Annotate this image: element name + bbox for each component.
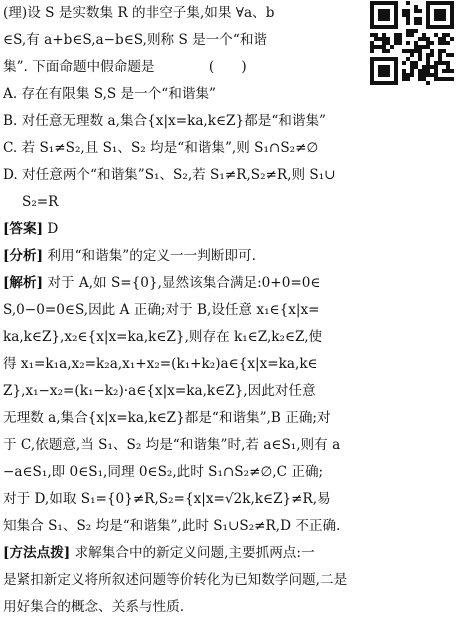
option-d-continuation: S₂=R xyxy=(22,194,59,210)
option-d: D. 对任意两个“和谐集”S₁、S₂,若 S₁≠R,S₂≠R,则 S₁∪ xyxy=(3,167,336,183)
method-line: 用好集合的概念、关系与性质. xyxy=(3,599,185,615)
option-c: C. 若 S₁≠S₂,且 S₁、S₂ 均是“和谐集”,则 S₁∩S₂≠∅ xyxy=(3,140,319,156)
method-label: [方法点拨] xyxy=(3,545,71,561)
solution-line: −a∈S₁,即 0∈S₁,同理 0∈S₂,此时 S₁∩S₂≠∅,C 正确; xyxy=(3,464,324,480)
method-line-1 xyxy=(3,540,315,567)
question-line-2: ∈S,有 a+b∈S,a−b∈S,则称 S 是一个“和谐 xyxy=(3,32,268,48)
answer-label: [答案] xyxy=(3,221,44,237)
method-first-text: 求解集合中的新定义问题,主要抓两点:一 xyxy=(74,545,315,561)
answer-value: D xyxy=(47,221,59,237)
solution-line: 于 C,依题意,当 S₁、S₂ 均是“和谐集”时,若 a∈S₁,则有 a xyxy=(3,437,341,453)
solution-line: 知集合 S₁、S₂ 均是“和谐集”,此时 S₁∪S₂≠R,D 不正确. xyxy=(3,518,341,534)
solution-line: 对于 D,如取 S₁={0}≠R,S₂={x|x=√2k,k∈Z}≠R,易 xyxy=(3,491,331,507)
analysis-label: [分析] xyxy=(3,248,44,264)
analysis-text: 利用“和谐集”的定义一一判断即可. xyxy=(47,248,256,264)
solution-line: 无理数 a,集合{x|x=ka,k∈Z}都是“和谐集”,B 正确;对 xyxy=(3,410,331,426)
qr-module xyxy=(450,81,454,85)
solution-line-1 xyxy=(3,270,320,297)
option-b: B. 对任意无理数 a,集合{x|x=ka,k∈Z}都是“和谐集” xyxy=(3,113,327,129)
question-line-1: (理)设 S 是实数集 R 的非空子集,如果 ∀a、b xyxy=(3,5,275,21)
solution-line: S,0−0=0∈S,因此 A 正确;对于 B,设任意 x₁∈{x|x= xyxy=(3,302,320,318)
solution-line: ka,k∈Z},x₂∈{x|x=ka,k∈Z},则存在 k₁∈Z,k₂∈Z,使 xyxy=(3,329,323,345)
method-line: 是紧扣新定义将所叙述问题等价转化为已知数学问题,二是 xyxy=(3,572,348,588)
question-line-3: 集”. 下面命题中假命题是 ( ) xyxy=(3,59,247,75)
solution-label: [解析] xyxy=(3,275,44,291)
option-a: A. 存在有限集 S,S 是一个“和谐集” xyxy=(3,86,216,102)
solution-line: Z},x₁−x₂=(k₁−k₂)·a∈{x|x=ka,k∈Z},因此对任意 xyxy=(3,383,316,399)
qr-code-image[interactable] xyxy=(370,1,454,85)
answer-line xyxy=(3,216,58,243)
analysis-line xyxy=(3,243,256,270)
solution-line: 得 x₁=k₁a,x₂=k₂a,x₁+x₂=(k₁+k₂)a∈{x|x=ka,k∈ xyxy=(3,356,318,372)
solution-first-text: 对于 A,如 S={0},显然该集合满足:0+0=0∈ xyxy=(47,275,321,291)
